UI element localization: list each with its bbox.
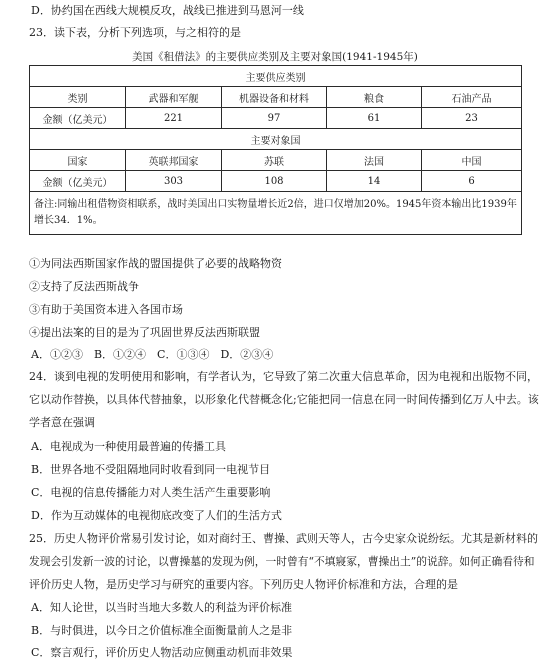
q25-option-b: B．与时俱进，以今日之价值标准全面衡量前人之是非 bbox=[31, 624, 293, 637]
table-cell: 机器设备和材料 bbox=[222, 87, 327, 108]
q23-item-2: ②支持了反法西斯战争 bbox=[29, 280, 139, 293]
table-row bbox=[30, 87, 522, 108]
q23-choices: A．①②③ B．①②④ C．①③④ D．②③④ bbox=[31, 348, 274, 361]
q24-option-a: A．电视成为一种使用最普遍的传播工具 bbox=[31, 440, 226, 453]
table-row bbox=[30, 108, 522, 129]
table-cell: 中国 bbox=[422, 150, 522, 171]
table-cell: 14 bbox=[327, 171, 422, 192]
table-cell: 金额（亿美元） bbox=[30, 108, 126, 129]
table-cell: 61 bbox=[327, 108, 422, 129]
q24-option-c: C．电视的信息传播能力对人类生活产生重要影响 bbox=[31, 486, 271, 499]
q25-stem-line-3: 评价历史人物，是历史学习与研究的重要内容。下列历史人物评价标准和方法，合理的是 bbox=[29, 578, 458, 591]
q24-stem-line-2: 它以动作替换，以具体代替抽象，以形象化代替概念化;它能把同一信息在同一时间传播到亿万人中去。该 bbox=[29, 393, 539, 406]
q25-option-c: C．察言观行，评价历史人物活动应侧重动机而非效果 bbox=[31, 646, 293, 659]
q22-option-d: D．协约国在西线大规模反攻，战线已推进到马恩河一线 bbox=[31, 4, 304, 17]
q23-item-3: ③有助于美国资本进入各国市场 bbox=[29, 303, 183, 316]
table-row bbox=[30, 192, 522, 235]
table-cell: 类别 bbox=[30, 87, 126, 108]
table-note: 备注:同输出租借物资相联系，战时美国出口实物量增长近2倍，进口仅增加20%。1945年资本输出比1939年增长34．1%。 bbox=[30, 192, 522, 235]
q23-item-1: ①为同法西斯国家作战的盟国提供了必要的战略物资 bbox=[29, 257, 282, 270]
table-cell: 221 bbox=[126, 108, 222, 129]
q25-option-a: A．知人论世，以当时当地大多数人的利益为评价标准 bbox=[31, 601, 292, 614]
lend-lease-table bbox=[29, 65, 522, 235]
table-row bbox=[30, 150, 522, 171]
table-cell: 武器和军舰 bbox=[126, 87, 222, 108]
table-cell: 粮食 bbox=[327, 87, 422, 108]
q24-option-d: D．作为互动媒体的电视彻底改变了人们的生活方式 bbox=[31, 509, 282, 522]
table-cell: 23 bbox=[422, 108, 522, 129]
table-row bbox=[30, 129, 522, 150]
q23-item-4: ④提出法案的目的是为了巩固世界反法西斯联盟 bbox=[29, 326, 260, 339]
table-cell: 石油产品 bbox=[422, 87, 522, 108]
table-row bbox=[30, 66, 522, 87]
table-cell: 97 bbox=[222, 108, 327, 129]
table-row bbox=[30, 171, 522, 192]
table-cell: 英联邦国家 bbox=[126, 150, 222, 171]
q25-stem-line-1: 25．历史人物评价常易引发讨论，如对商纣王、曹操、武则天等人，古今史家众说纷纭。尤其是新材料的 bbox=[29, 532, 538, 545]
table-title: 美国《租借法》的主要供应类别及主要对象国(1941-1945年) bbox=[132, 51, 418, 63]
table-cell: 303 bbox=[126, 171, 222, 192]
country-header: 主要对象国 bbox=[30, 129, 522, 150]
table-cell: 法国 bbox=[327, 150, 422, 171]
q24-option-b: B．世界各地不受阻隔地同时收看到同一电视节目 bbox=[31, 463, 271, 476]
table-cell: 108 bbox=[222, 171, 327, 192]
supply-header: 主要供应类别 bbox=[30, 66, 522, 87]
q25-stem-line-2: 发现会引发新一波的讨论，以曹操墓的发现为例，一时曾有“不填寢冢，曹操出土”的说辞。如何正确看待和 bbox=[29, 555, 535, 568]
q24-stem-line-3: 学者意在强调 bbox=[29, 416, 95, 429]
q24-stem-line-1: 24．谈到电视的发明使用和影响，有学者认为，它导致了第二次重大信息革命，因为电视和出版物不同， bbox=[29, 370, 538, 383]
table-cell: 6 bbox=[422, 171, 522, 192]
table-cell: 苏联 bbox=[222, 150, 327, 171]
table-cell: 金额（亿美元） bbox=[30, 171, 126, 192]
table-cell: 国家 bbox=[30, 150, 126, 171]
q23-stem: 23．读下表，分析下列选项，与之相符的是 bbox=[29, 26, 241, 39]
